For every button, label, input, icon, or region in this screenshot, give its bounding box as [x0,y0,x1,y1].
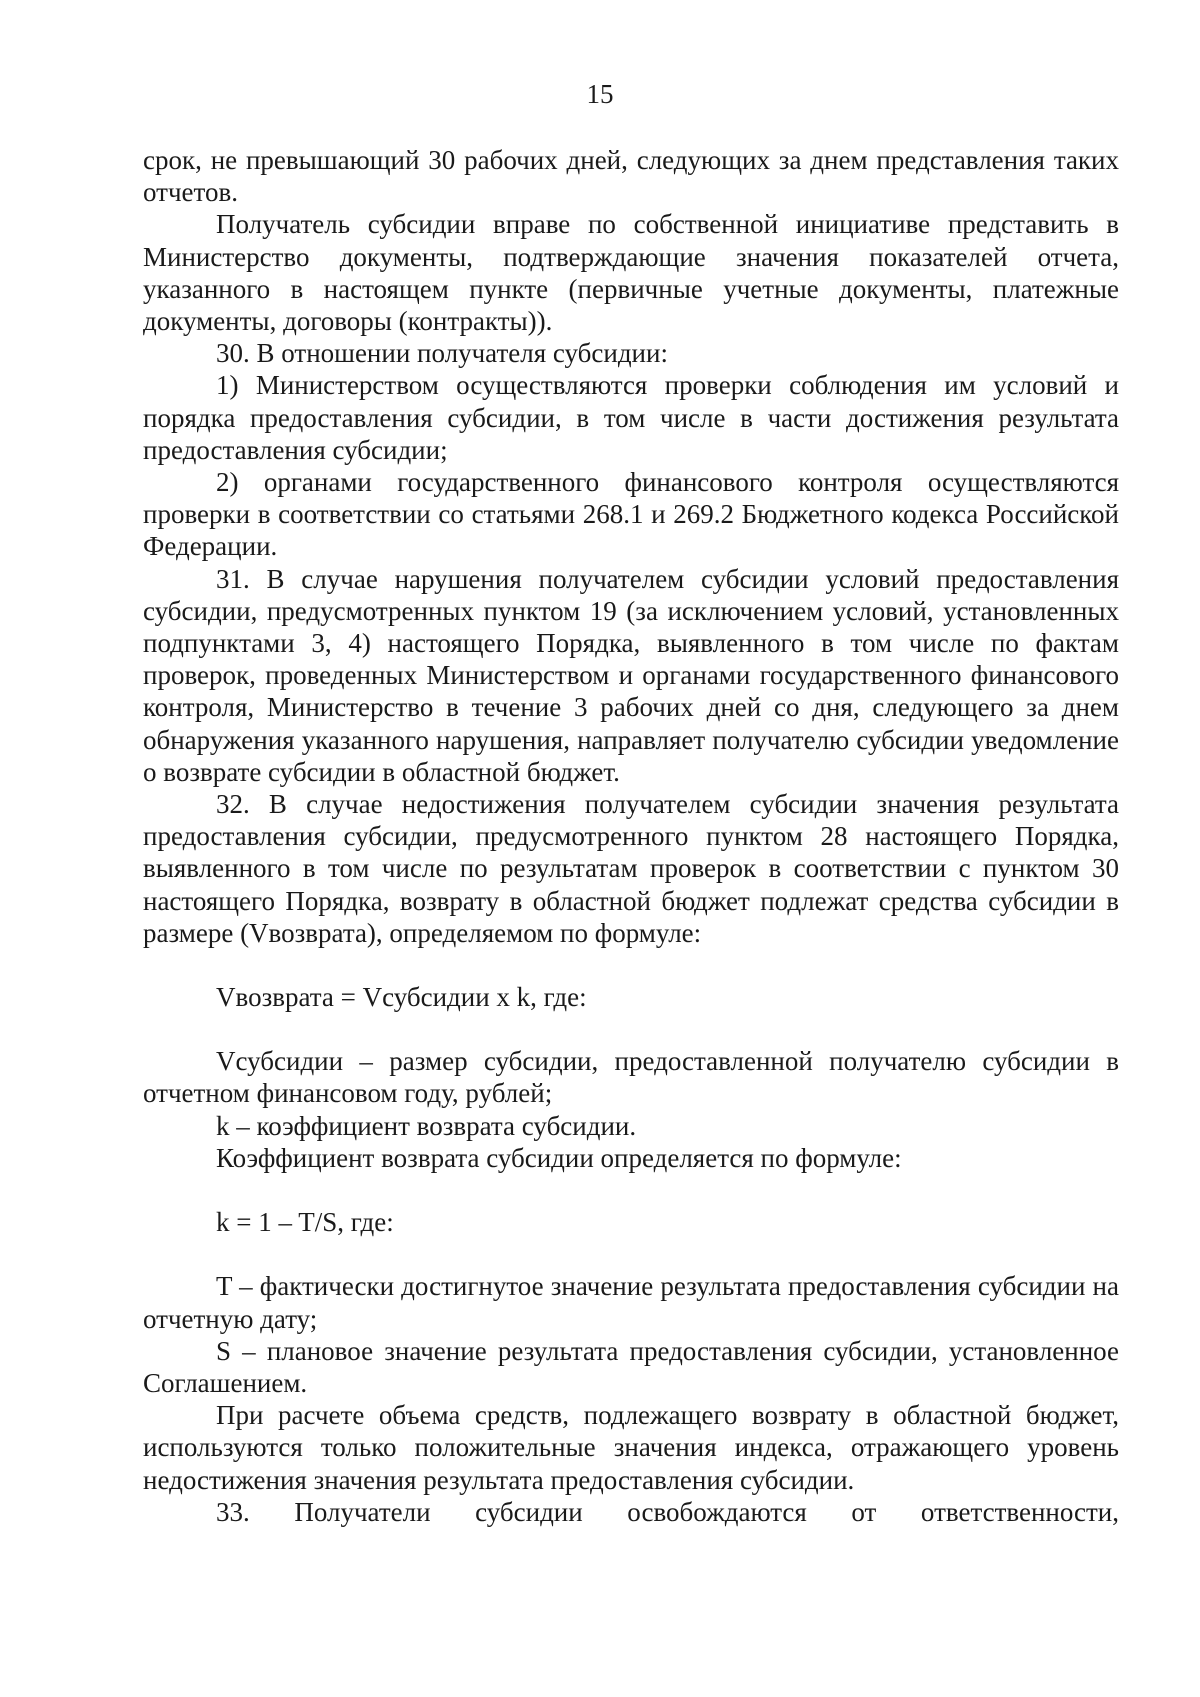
paragraph-item-30-1: 1) Министерством осуществляются проверки соблюдения им условий и порядка предоставления субсидии, в том числе в части достижения результата предоставления субсидии; [143,370,1119,465]
paragraph-item-33: 33. Получатели субсидии освобождаются от ответственности, [216,1496,1119,1527]
paragraph-item-31: 31. В случае нарушения получателем субсидии условий предоставления субсидии, предусмотренных пунктом 19 (за исключением условий, установленных подпунктами 3, 4) настоящего Порядка, выявленного в том числе по фактам проверок, проведенных Министерством и органами государственного финансового контроля, Министерство в течение 3 рабочих дней со дня, следующего за днем обнаружения указанного нарушения, направляет получателю субсидии уведомление о возврате субсидии в областной бюджет. [143,563,1119,787]
paragraph-t-definition: T – фактически достигнутое значение результата предоставления субсидии на отчетную дату; [143,1271,1119,1334]
paragraph-continuation: срок, не превышающий 30 рабочих дней, следующих за днем представления таких отчетов. [143,145,1119,208]
paragraph-k-definition: k – коэффициент возврата субсидии. [216,1110,637,1141]
paragraph-item-30-2: 2) органами государственного финансового контроля осуществляются проверки в соответствии со статьями 268.1 и 269.2 Бюджетного кодекса Российской Федерации. [143,467,1119,562]
document-body [143,144,1119,1528]
paragraph-s-definition: S – плановое значение результата предоставления субсидии, установленное Соглашением. [143,1335,1119,1398]
formula-v-return: Vвозврата = Vсубсидии x k, где: [216,982,587,1013]
paragraph-item-30: 30. В отношении получателя субсидии: [216,338,668,369]
paragraph-item-32: 32. В случае недостижения получателем субсидии значения результата предоставления субсидии, предусмотренного пунктом 28 настоящего Порядка, выявленного в том числе по результатам проверок в соответствии с пунктом 30 настоящего Порядка, возврату в областной бюджет подлежат средства субсидии в размере (Vвозврата), определяемом по формуле: [143,789,1119,948]
paragraph-k-formula-intro: Коэффициент возврата субсидии определяется по формуле: [216,1142,902,1173]
formula-k: k = 1 – T/S, где: [216,1207,394,1238]
page-number: 15 [586,79,614,109]
paragraph-recipient-initiative: Получатель субсидии вправе по собственной инициативе представить в Министерство документы, подтверждающие значения показателей отчета, указанного в настоящем пункте (первичные учетные документы, платежные документы, договоры (контракты)). [143,209,1119,337]
paragraph-v-subsidy-definition: Vсубсидии – размер субсидии, предоставленной получателю субсидии в отчетном финансовом году, рублей; [143,1046,1119,1109]
paragraph-positive-values: При расчете объема средств, подлежащего возврату в областной бюджет, используются только положительные значения индекса, отражающего уровень недостижения значения результата предоставления субсидии. [143,1400,1119,1495]
